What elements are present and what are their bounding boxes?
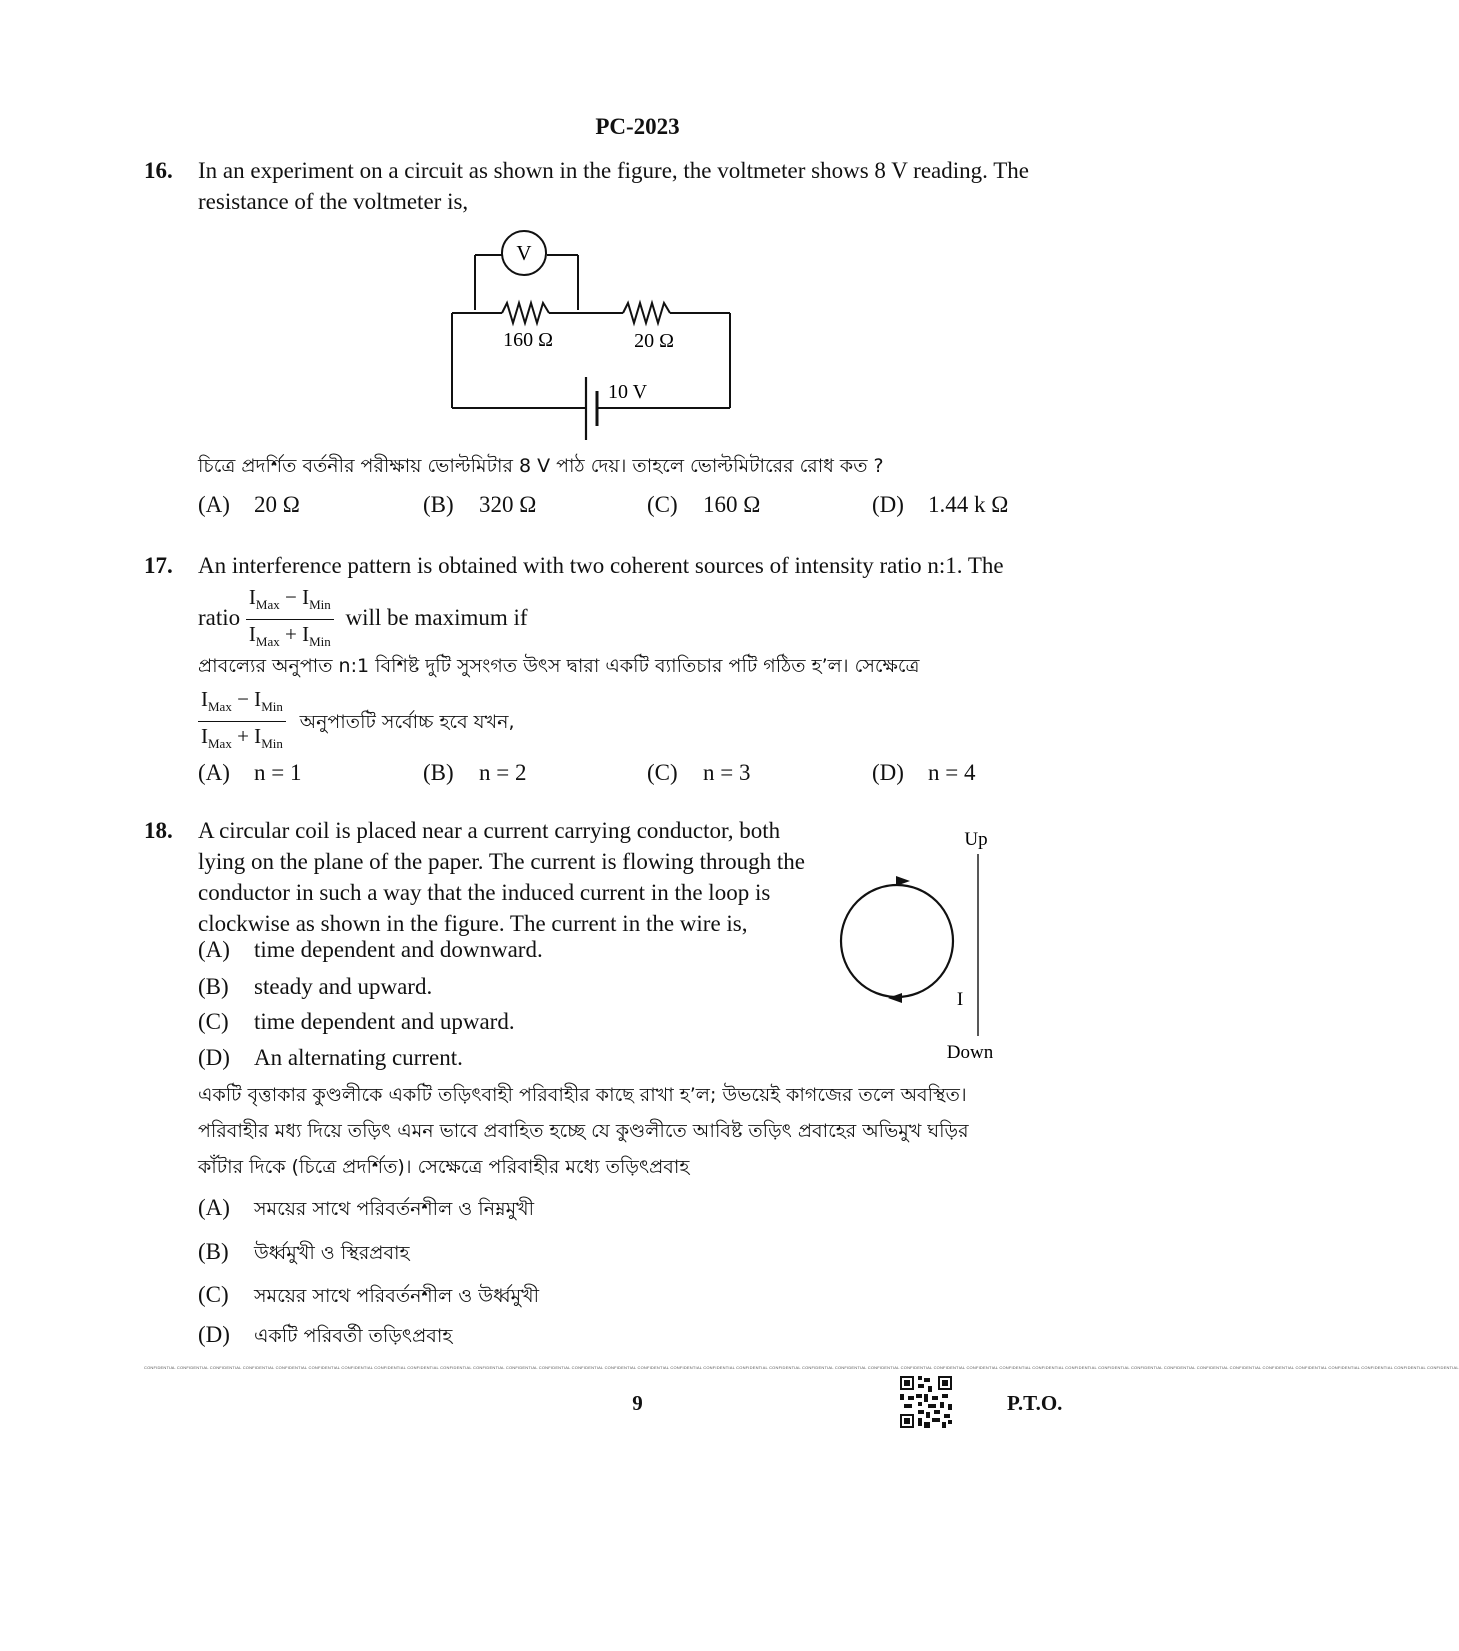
q16-text: In an experiment on a circuit as shown in the figure, the voltmeter shows 8 V reading. The resistance of the voltmeter is, [198, 158, 1029, 214]
q18-option-a: (A) time dependent and downward. [198, 937, 543, 962]
circular-coil [841, 885, 953, 997]
q17-bengali-line1: প্রাবল্যের অনুপাত n:1 বিশিষ্ট দুটি সুসংগত উৎস দ্বারা একটি ব্যাতিচার পটি গঠিত হ’ল। সেক্ষেত্রে [198, 655, 920, 677]
q18-bengali-option-c: (C) সময়ের সাথে পরিবর্তনশীল ও উর্ধ্বমুখী [198, 1282, 540, 1307]
q17-option-d: (D) n = 4 [872, 760, 976, 785]
q17-line2-tail: will be maximum if [345, 604, 528, 630]
q17-ratio-word: ratio [198, 604, 241, 630]
resistor-20-label: 20 Ω [634, 330, 674, 352]
resistor-160 [502, 303, 549, 323]
resistor-20 [623, 303, 670, 323]
label-down: Down [946, 1042, 994, 1063]
q16-option-c: (C) 160 Ω [647, 492, 761, 517]
q18-bengali-option-a: (A) সময়ের সাথে পরিবর্তনশীল ও নিম্নমুখী [198, 1195, 535, 1220]
q17-ratio-line [198, 584, 528, 655]
pto-label: P.T.O. [1007, 1391, 1063, 1415]
confidential-microtext-line: CONFIDENTIAL CONFIDENTIAL CONFIDENTIAL CONFIDENTIAL CONFIDENTIAL CONFIDENTIAL CONFIDENTIAL CONFIDENTIAL CONFIDENTIAL CONFIDENTIAL CONFIDENTIAL CONFIDENTIAL CONFIDENTIAL CONFIDENTIAL CONFIDENTIAL CONFIDENTIAL CONFIDENTIAL CONFIDENTIAL CONFIDENTIAL CONFIDENTIAL CONFIDENTIAL CONFIDENTIAL CONFIDENTIAL CONFIDENTIAL CONFIDENTIAL CONFIDENTIAL CONFIDENTIAL CONFIDENTIAL CONFIDENTIAL CONFIDENTIAL CONFIDENTIAL CONFIDENTIAL CONFIDENTIAL CONFIDENTIAL CONFIDENTIAL CONFIDENTIAL CONFIDENTIAL CONFIDENTIAL CONFIDENTIAL CONFIDENTIAL [144, 1365, 1459, 1370]
label-up: Up [964, 829, 988, 850]
page-number: 9 [632, 1391, 643, 1415]
q17-option-a: (A) n = 1 [198, 760, 302, 785]
q16-number: 16. [144, 158, 173, 183]
q18-coil-diagram [830, 822, 1020, 1067]
qr-code-icon [900, 1376, 952, 1428]
q17-fraction: $\frac{I_{Max} - I_{Min}}{I_{Max} + I_{Min}}$ [246, 584, 334, 655]
q18-text-line: A circular coil is placed near a current carrying conductor, both [198, 818, 781, 843]
q18-bengali-line: কাঁটার দিকে (চিত্রে প্রদর্শিত)। সেক্ষেত্রে পরিবাহীর মধ্যে তড়িৎপ্রবাহ [198, 1156, 690, 1178]
q18-option-c: (C) time dependent and upward. [198, 1009, 515, 1034]
q18-text-line: lying on the plane of the paper. The current is flowing through the [198, 849, 806, 874]
q18-bengali-option-b: (B) উর্ধ্বমুখী ও স্থিরপ্রবাহ [198, 1239, 410, 1264]
label-current: I [956, 989, 964, 1010]
arrow-bottom-icon [888, 993, 902, 1003]
resistor-160-label: 160 Ω [503, 329, 553, 351]
q16-circuit-diagram [440, 225, 750, 450]
q18-text [198, 815, 838, 939]
q17-line1: An interference pattern is obtained with two coherent sources of intensity ratio n:1. The [198, 553, 1004, 578]
q17-fraction-bengali: $\frac{I_{Max} - I_{Min}}{I_{Max} + I_{Min}}$ [198, 686, 286, 757]
voltmeter-label: V [516, 241, 532, 265]
q16-option-b: (B) 320 Ω [423, 492, 537, 517]
q16-option-a: (A) 20 Ω [198, 492, 300, 517]
q18-number: 18. [144, 818, 173, 843]
q17-option-b: (B) n = 2 [423, 760, 527, 785]
q18-option-b: (B) steady and upward. [198, 974, 433, 999]
q18-bengali-text [198, 1077, 1078, 1185]
q16-option-d: (D) 1.44 k Ω [872, 492, 1009, 517]
q18-bengali-line: একটি বৃত্তাকার কুণ্ডলীকে একটি তড়িৎবাহী পরিবাহীর কাছে রাখা হ’ল; উভয়েই কাগজের তলে অবস্থিত। [198, 1084, 967, 1106]
q18-text-line: conductor in such a way that the induced current in the loop is [198, 880, 771, 905]
q17-option-c: (C) n = 3 [647, 760, 751, 785]
page-header-code: PC-2023 [595, 114, 680, 139]
q18-text-line: clockwise as shown in the figure. The current in the wire is, [198, 911, 748, 936]
q17-bengali-line2: অনুপাতটি সর্বোচ্চ হবে যখন, [299, 710, 515, 733]
q17-number: 17. [144, 553, 173, 578]
q18-bengali-line: পরিবাহীর মধ্য দিয়ে তড়িৎ এমন ভাবে প্রবাহিত হচ্ছে যে কুণ্ডলীতে আবিষ্ট তড়িৎ প্রবাহের অভিমুখ ঘড়ির [198, 1120, 969, 1142]
q17-bengali-ratio-line [198, 686, 514, 757]
battery-label: 10 V [608, 381, 648, 403]
q16-bengali-text: চিত্রে প্রদর্শিত বর্তনীর পরীক্ষায় ভোল্টমিটার 8 V পাঠ দেয়। তাহলে ভোল্টমিটারের রোধ কত ? [198, 455, 884, 477]
q18-option-d: (D) An alternating current. [198, 1045, 463, 1070]
q18-bengali-option-d: (D) একটি পরিবর্তী তড়িৎপ্রবাহ [198, 1322, 453, 1347]
